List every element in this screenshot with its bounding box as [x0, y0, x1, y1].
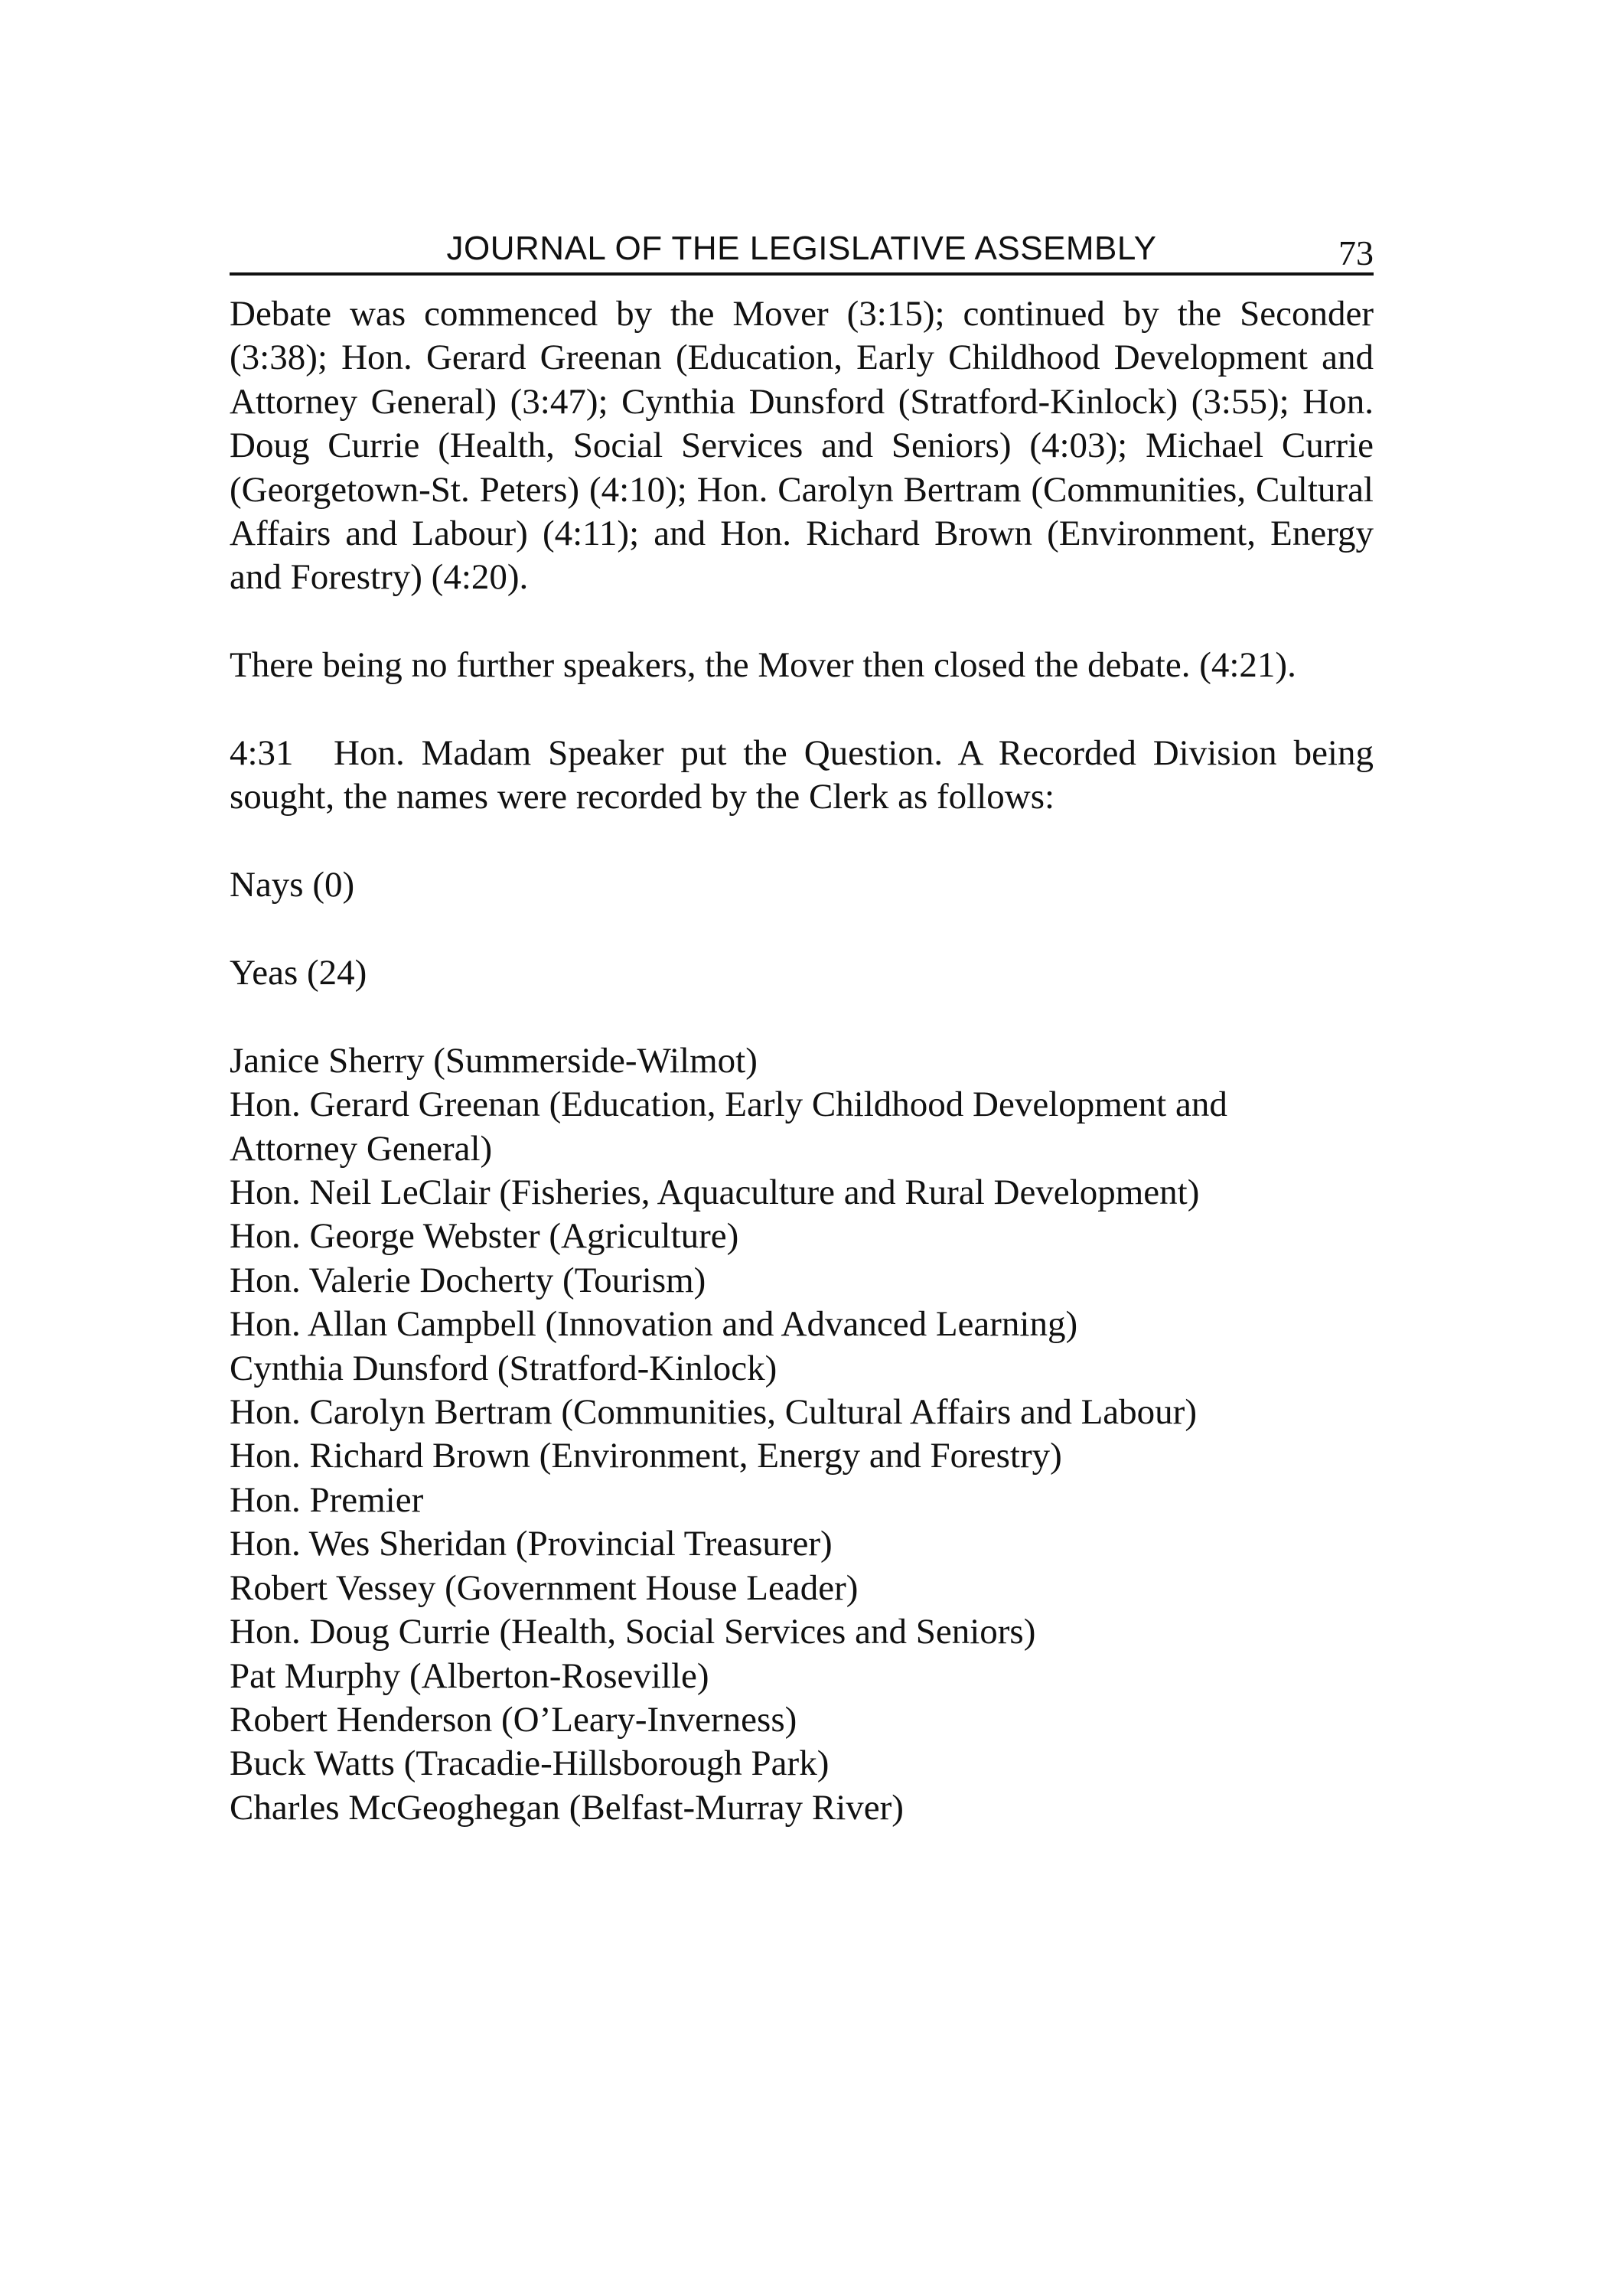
nays-heading: Nays (0) [230, 865, 355, 905]
division-paragraph [230, 732, 1374, 820]
page-number: 73 [1338, 233, 1374, 272]
journal-title: JOURNAL OF THE LEGISLATIVE ASSEMBLY [446, 230, 1157, 267]
list-item: Buck Watts (Tracadie-Hillsborough Park) [230, 1743, 830, 1784]
list-item: Hon. Allan Campbell (Innovation and Advanced Learning) [230, 1304, 1078, 1345]
paragraph-spacer [230, 908, 1374, 951]
list-item: Hon. Gerard Greenan (Education, Early Childhood Development and Attorney General) [230, 1084, 1227, 1169]
list-item: Hon. George Webster (Agriculture) [230, 1216, 739, 1257]
list-item: Hon. Doug Currie (Health, Social Services and Seniors) [230, 1612, 1036, 1652]
list-item: Hon. Neil LeClair (Fisheries, Aquaculture and Rural Development) [230, 1172, 1200, 1213]
list-item: Hon. Wes Sheridan (Provincial Treasurer) [230, 1524, 833, 1564]
list-item: Robert Vessey (Government House Leader) [230, 1567, 859, 1608]
list-item: Charles McGeoghegan (Belfast-Murray River) [230, 1787, 904, 1828]
running-header [230, 222, 1374, 276]
list-item: Robert Henderson (O’Leary-Inverness) [230, 1699, 797, 1740]
list-item: Pat Murphy (Alberton-Roseville) [230, 1655, 709, 1696]
yeas-heading: Yeas (24) [230, 953, 367, 993]
list-item: Hon. Premier [230, 1479, 424, 1520]
list-item: Hon. Carolyn Bertram (Communities, Cultural Affairs and Labour) [230, 1392, 1197, 1433]
paragraph-spacer [230, 688, 1374, 732]
list-item: Hon. Richard Brown (Environment, Energy and Forestry) [230, 1436, 1062, 1476]
yeas-member-list [230, 1039, 1374, 1830]
paragraph-spacer [230, 600, 1374, 644]
division-time: 4:31 [230, 733, 294, 774]
debate-paragraph: Debate was commenced by the Mover (3:15); continued by the Seconder (3:38); Hon. Gerard Greenan (Education, Early Childhood Development and Attorney General) (3:47); Cynthia Dunsford (Stratford-Kinlock) (3:55); Hon. Doug Currie (Health, Social Services and Seniors) (4:03); Michael Currie (Georgetown-St. Peters) (4:10); Hon. Carolyn Bertram (Communities, Cultural Affairs and Labour) (4:11); and Hon. Richard Brown (Environment, Energy and Forestry) (4:20). [230, 294, 1374, 598]
journal-page [230, 222, 1374, 1830]
closing-paragraph: There being no further speakers, the Mover then closed the debate. (4:21). [230, 645, 1296, 686]
list-item: Cynthia Dunsford (Stratford-Kinlock) [230, 1348, 777, 1388]
list-item: Janice Sherry (Summerside-Wilmot) [230, 1040, 758, 1081]
list-item: Hon. Valerie Docherty (Tourism) [230, 1260, 706, 1300]
paragraph-spacer [230, 995, 1374, 1039]
journal-body [230, 292, 1374, 1830]
paragraph-spacer [230, 820, 1374, 863]
division-text: Hon. Madam Speaker put the Question. A Recorded Division being sought, the names were recorded by the Clerk as follows: [230, 733, 1374, 817]
